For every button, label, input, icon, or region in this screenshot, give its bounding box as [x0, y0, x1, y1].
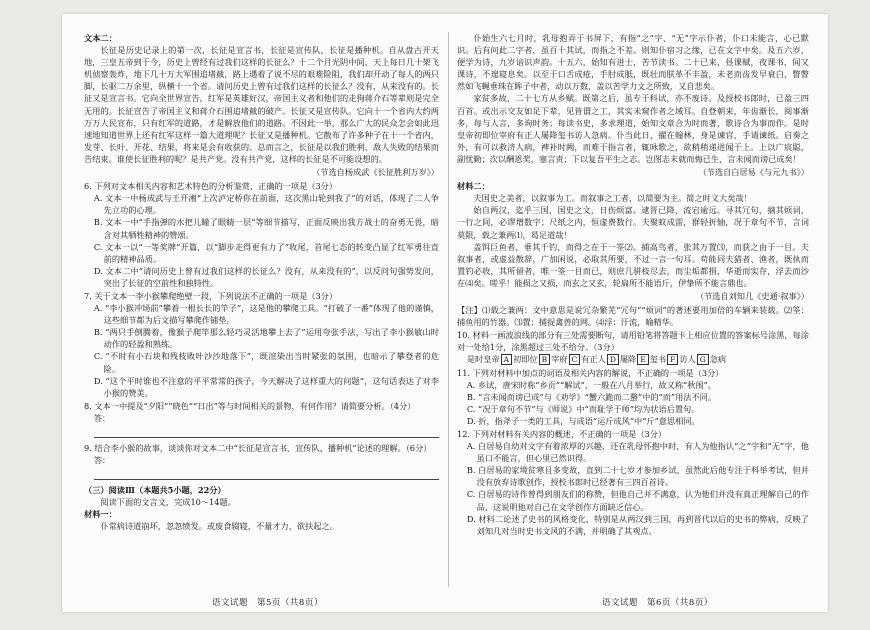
page-6-footer: 语文试题 第6页（共8页）	[602, 598, 713, 608]
question-7-option-b: B. “两只手倒腾着，像猴子爬竿那么轻巧灵活地攀上去了”运用夸张手法，写出了李小猴敏山时动作的轻盈和熟练。	[93, 327, 439, 350]
question-11-option-c: C. “况于章句不节”与《师说》中“而耻学于师”均为状语后置句。	[466, 403, 700, 414]
q10-segment-7: 急病	[709, 354, 727, 365]
q10-segment-2: 宰府	[551, 354, 568, 365]
question-6-option-a: A. 文本一中杨成武与王开湘“上次泸定桥你在前面，这次黑山轮到我了”的对话，体现了二人争先立功的心理。	[93, 193, 439, 216]
annotation-note: 【注】⑴载之兼两：文中意思是说冗杂繁芜“冗句”“烦词”的著述要用加倍的车辆来装载。⑵筌：捕鱼用的竹器。⑶置：捕捉禽兽的网。⑷浮：汗流，喻精华。	[457, 305, 809, 328]
q10-segment-6: 访人	[679, 354, 696, 365]
q10-segment-1: 初即位	[513, 354, 538, 365]
q10-prefix: 是时皇帝	[466, 354, 500, 365]
text2-source: （节选自杨成武《长征胜利万岁》）	[312, 167, 439, 178]
q10-mark-b[interactable]: B	[539, 354, 551, 365]
material-2-paragraph-3: 盖饵巨鱼者，垂其千钓，而得之在于一筌⑵。捕高鸟者，张其万置⑶，而获之由于一目。夫叙事者，或虚益散辞，广加闲说，必取其所要，不过一言一句耳。苟能同夫猎者、渔者，既执而置钓必收，其所留者，唯一筌一目而已，则庶几骈枝尽去，而尘垢都捐，华逝而实存，浮去而沙在⑷矣。嗟乎！能损之又损，而玄之又玄，轮扁所不能语斤，伊挚所不能言鼎也。	[457, 241, 809, 288]
answer-label-9: 答：	[93, 455, 111, 466]
question-7-option-c: C. “不时有小石块和残枝败叶沙沙地落下”，既渲染出当时紧张的氛围，也暗示了攀登者的危险。	[93, 351, 439, 374]
material-1-paragraph-2: 家贫多故，二十七方从乡赋。既第之后，虽专于科试，亦不废诗。及授校书郎时，已盈三四百首。或出示交友如足下辈，见皆谓之工，其实未窥作者之域耳。自登朝来，年齿渐长，阅事渐多，每与人言，多询时务；每读书史，多求理道，始知文章合为时而著，歌诗合为事而作。是时皇帝初即位宰府有正人屡降玺书访人急病。仆当此日，擢在翰林，身是谏官，手请谏纸。启奏之外，有可以救济人病，裨补时阙，而难于指言者，辄咏歌之，欲稍稍递进闻于上。上以广宸聪，副忧勤；次以酬恩奖，塞言责；下以复吾平生之志。岂图志未就而悔已生，言未闻而谤已成矣！	[457, 93, 809, 164]
q10-mark-g[interactable]: G	[697, 354, 709, 365]
exam-sheet	[62, 14, 828, 612]
question-11-option-a: A. 乡试，唐宋时称“乡贡”“解试”，一般在八月举行，故又称“秋闱”。	[466, 379, 716, 390]
question-11-option-b: B. “言未闻而谤已成”与《劝学》“蟹六跪而二螯”中的“而”用法不同。	[466, 391, 717, 402]
question-9-stem: 9. 结合李小猴的故事，谈谈你对文本二中“长征是宣言书、宣传队、播种机”论述的理解。（6分）	[84, 443, 432, 453]
question-11-option-d: D. 折，指斧子一类的工具，与成语“运斤成风”中“斤”意思相同。	[466, 415, 700, 426]
question-10-stem: 10. 材料一画波浪线的部分有三处需要断句，请用铅笔将答题卡上相应位置的答案标号涂黑，每涂对一处给1分，涂黑超过三处不给分。（3分）	[457, 330, 809, 353]
answer-line-8[interactable]	[94, 426, 439, 438]
page-6	[457, 32, 809, 572]
material-1-paragraph-1: 仆始生六七月时，乳母抱弄于书屏下，有指“之”字、“无”字示仆者，仆口未能言，心已默识。后有问此二字者，虽百十其试，而指之不差。则知仆宿习之缘，已在文字中矣。及五六岁，便学为诗，九岁谙识声韵。十五六，始知有进士，苦节读书。二十已来，昼课赋，夜课书，间又课诗，不遑寝息矣。以至于口舌成疮，手肘成胝，既壮而肤革不丰盈，未老而齿发早衰白，瞥瞥然如飞蝇垂珠在眸子中者，动以万数，盖以苦学力文之所致，又自悲矣。	[457, 33, 809, 92]
q10-mark-e[interactable]: E	[637, 354, 648, 365]
page-divider	[448, 32, 449, 587]
question-6-option-d: D. 文本二中“请问历史上曾有过我们这样的长征么？没有，从来没有的”，以反问句强势发问，突出了长征的空前性和独特性。	[93, 265, 439, 288]
question-12-option-d: D. 材料二论述了史书的风格变化，特别是从两汉到三国，再到晋代以后的史书的弊病，反映了刘知几对当时史书文风的不满，并明确了其观点。	[466, 513, 809, 536]
question-12-option-a: A. 白居易自幼对文字有着浓厚的兴趣，还在乳母怀抱中时，有人为他指认“之”字和“无”字，他虽口不能言，但心里已然识得。	[466, 441, 809, 464]
q10-mark-a[interactable]: A	[501, 354, 512, 365]
q10-mark-f[interactable]: F	[667, 354, 678, 365]
question-6-option-c: C. 文本一以“一等奖牌”开篇，以“脚步走得更有力了”收尾，首尾七态的转变凸显了红军勇往直前的精神品质。	[93, 241, 439, 264]
question-7-option-d: D. “这个平时谁也不注意的平平常常的孩子，今天解决了这样重大的问题”，这句话表达了对李小猴的赞美。	[93, 375, 439, 398]
question-8-stem: 8. 文本一中提及“夕阳”“晓色”“日出”等与时间相关的景物，有何作用？请简要分析。（4分）	[84, 400, 416, 411]
q10-mark-d[interactable]: D	[607, 354, 619, 365]
q10-mark-c[interactable]: C	[569, 354, 581, 365]
material-2-paragraph-1: 夫国史之美者，以叙事为工。而叙事之工者，以简要为主。简之时义大矣哉！	[473, 193, 752, 204]
material-2-source: （节选自刘知几《史通·叙事》）	[695, 290, 809, 301]
material-2-paragraph-2: 始自两汉，迄乎三国，国史之文，日伤烦富。逮晋已降，流宕逾远。寻其冗句，摘其烦词，一行之间，必谬增数字；尺纸之内，恒虚费数行。夫聚蚊成雷，群轻折轴，况于章句不节，言词莫限，载之兼两⑴，曷足道哉！	[457, 205, 809, 240]
question-6-stem: 6. 下列对文本相关内容和艺术特色的分析鉴赏，正确的一项是（3分）	[84, 181, 338, 192]
question-11-stem: 11. 下列对材料中加点的词语及相关内容的解说，不正确的一项是（3分）	[457, 367, 724, 378]
page-5	[84, 32, 439, 572]
question-6-option-b: B. 文本一中“手指弹的水把儿瞳了眼睛一层”等细节描写，正面反映出我方战士的奋勇无畏，暗含对其牺牲精神的赞颂。	[93, 217, 439, 240]
question-12-option-b: B. 白居易的家境贫寒且多变故，直到二十七岁才参加乡试，虽然此后他专注于科举考试，但并没有放弃诗歌创作，授校书郎时已经著有三四百首诗。	[466, 465, 809, 488]
material-1-source: （节选自白居易《与元九书》）	[698, 167, 809, 178]
answer-line-9[interactable]	[94, 468, 439, 480]
answer-label-8: 答：	[93, 412, 111, 423]
material-2-title: 材料二：	[457, 181, 490, 192]
question-7-option-a: A. “李小猴冲场前”攀着一根长长的竿子”，这是他的攀爬工具。“打破了一番”体现了他的谨慎，这些细节都为后文描写攀爬作铺垫。	[93, 303, 439, 326]
material-1-title: 材料一：	[84, 509, 117, 520]
text2-paragraph: 长征是历史记录上的第一次，长征是宣言书，长征是宣传队，长征是播种机。自从盘古开天地，三皇五帝到于今，历史上曾经有过我们这样的长征么？十二个月光阴中间，天上每日几十架飞机侦察轰炸，地下几十万大军围追堵截，路上遇着了说不尽的艰难险阻，我们却开动了每人的两只脚，长驱二万余里，纵横十一个省。请问历史上曾有过我们这样的长征么？没有，从来没有的。长征又是宣言书。它向全世界宣告，红军是英雄好汉，帝国主义者和他们的走狗蒋介石等辈则是完全无用的。长征宣告了帝国主义和蒋介石围追堵截的破产。长征又是宣传队。它向十一个省内大约两万万人民宣布，只有红军的道路，才是解放他们的道路。不因此一举，那么广大的民众怎会如此迅速地知道世界上还有红军这样一篇大道理呢？长征又是播种机。它散布了许多种子在十一个省内，发芽、长叶、开花、结果，将来是会有收获的。总而言之，长征是以我们胜利、敌人失败的结果而告结束。谁使长征胜利的呢？是共产党。没有共产党，这样的长征是不可能设想的。	[84, 45, 439, 164]
question-10-sentence	[457, 353, 809, 365]
section-3-title: （三）阅读Ⅲ（本题共5小题，22分）	[84, 485, 226, 496]
question-12-option-c: C. 白居易的诗作曾得到朋友们的称赞，但他自己并不满意，认为他们并没有真正理解自己的作品，这说明他对自己在文学创作方面缺乏信心。	[466, 489, 809, 512]
question-12-stem: 12. 下列对材料有关内容的概述，不正确的一项是（3分）	[457, 429, 667, 439]
question-7-stem: 7. 关于文本一李小猴攀爬绝壁一段，下列说法不正确的一项是（3分）	[84, 290, 338, 301]
material-1-text: 仆常病诗道崩坏，忽忽愤发。或废食辍寝，不量才力，欲扶起之。	[100, 521, 338, 532]
page-5-footer: 语文试题 第5页（共8页）	[212, 598, 323, 608]
q10-segment-5: 玺书	[649, 354, 667, 365]
q10-segment-4: 屡降	[619, 354, 637, 365]
q10-segment-3: 有正人	[581, 354, 606, 365]
section-3-instruction: 阅读下面的文言文，完成10～14题。	[100, 497, 236, 508]
text2-title: 文本二：	[84, 33, 117, 43]
